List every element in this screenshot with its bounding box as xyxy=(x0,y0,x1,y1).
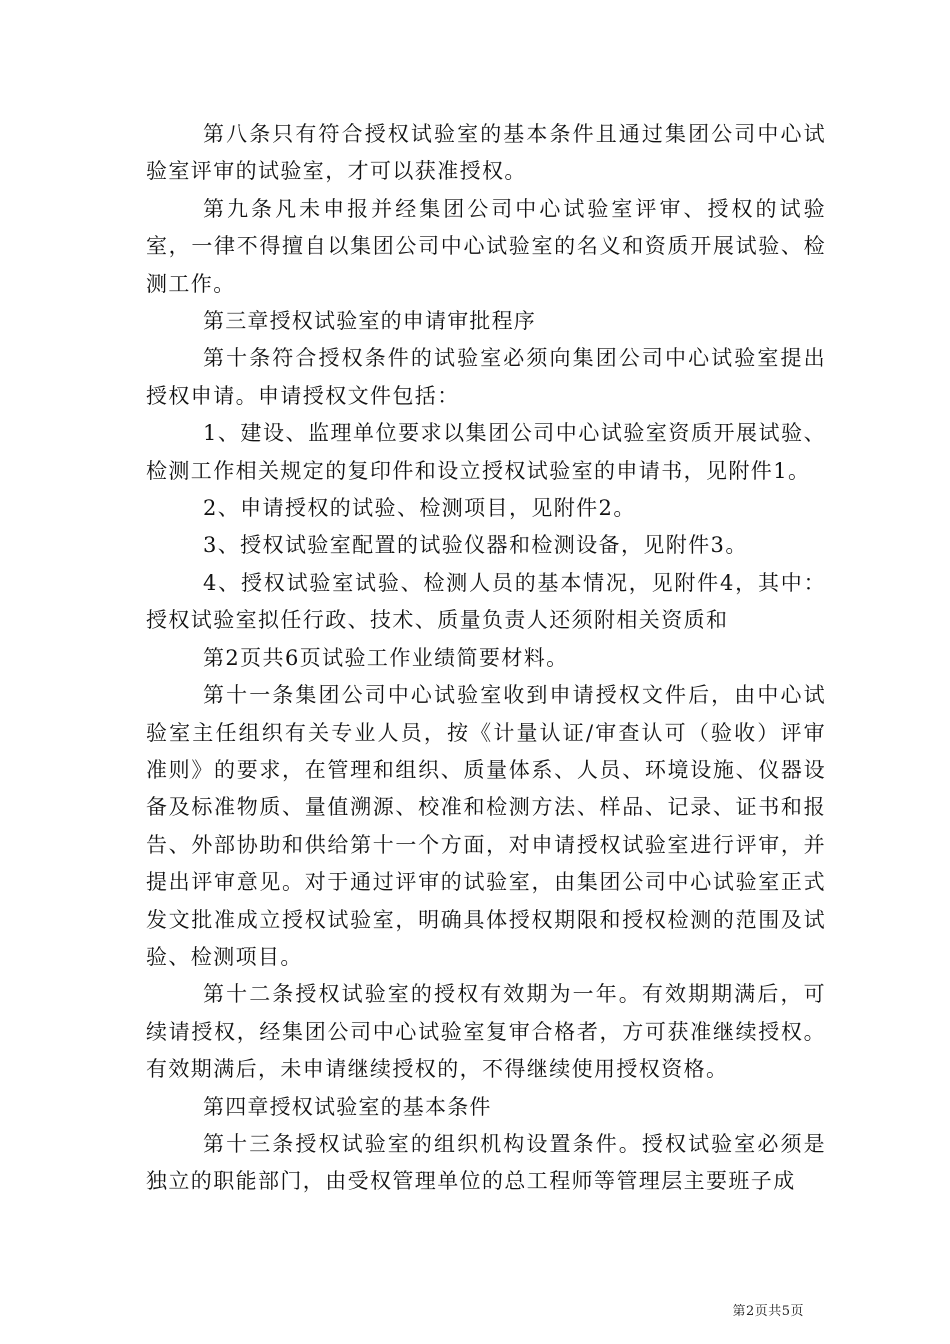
body-text xyxy=(146,116,826,1201)
list-item-2: 2、申请授权的试验、检测项目，见附件2。 xyxy=(203,496,636,521)
list-item-4: 4、授权试验室试验、检测人员的基本情况，见附件4，其中：授权试验室拟任行政、技术、质量负责人还须附相关资质和 xyxy=(146,570,826,633)
chapter-4-heading: 第四章授权试验室的基本条件 xyxy=(203,1094,492,1119)
list-item-1: 1、建设、监理单位要求以集团公司中心试验室资质开展试验、检测工作相关规定的复印件和设立授权试验室的申请书，见附件1。 xyxy=(146,421,826,483)
paragraph-article-8: 第八条只有符合授权试验室的基本条件且通过集团公司中心试验室评审的试验室，才可以获准授权。 xyxy=(146,122,826,184)
list-item-3: 3、授权试验室配置的试验仪器和检测设备，见附件3。 xyxy=(203,533,748,558)
paragraph-article-13: 第十三条授权试验室的组织机构设置条件。授权试验室必须是独立的职能部门，由受权管理单位的总工程师等管理层主要班子成 xyxy=(146,1131,826,1194)
page-continuation-note: 第2页共6页试验工作业绩简要材料。 xyxy=(203,645,569,670)
paragraph-article-10: 第十条符合授权条件的试验室必须向集团公司中心试验室提出授权申请。申请授权文件包括： xyxy=(146,346,826,408)
paragraph-article-12: 第十二条授权试验室的授权有效期为一年。有效期期满后，可续请授权，经集团公司中心试验室复审合格者，方可获准继续授权。有效期满后，未申请继续授权的，不得继续使用授权资格。 xyxy=(146,982,826,1082)
paragraph-article-9: 第九条凡未申报并经集团公司中心试验室评审、授权的试验室，一律不得擅自以集团公司中心试验室的名义和资质开展试验、检测工作。 xyxy=(146,196,826,296)
chapter-3-heading: 第三章授权试验室的申请审批程序 xyxy=(203,309,536,334)
paragraph-article-11: 第十一条集团公司中心试验室收到申请授权文件后，由中心试验室主任组织有关专业人员，按《计量认证/审查认可（验收）评审准则》的要求，在管理和组织、质量体系、人员、环境设施、仪器设备及标准物质、量值溯源、校准和检测方法、样品、记录、证书和报告、外部协助和供给第十一个方面，对申请授权试验室进行评审，并提出评审意见。对于通过评审的试验室，由集团公司中心试验室正式发文批准成立授权试验室，明确具体授权期限和授权检测的范围及试验、检测项目。 xyxy=(146,683,826,969)
page-footer: 第2页共5页 xyxy=(732,1304,804,1319)
